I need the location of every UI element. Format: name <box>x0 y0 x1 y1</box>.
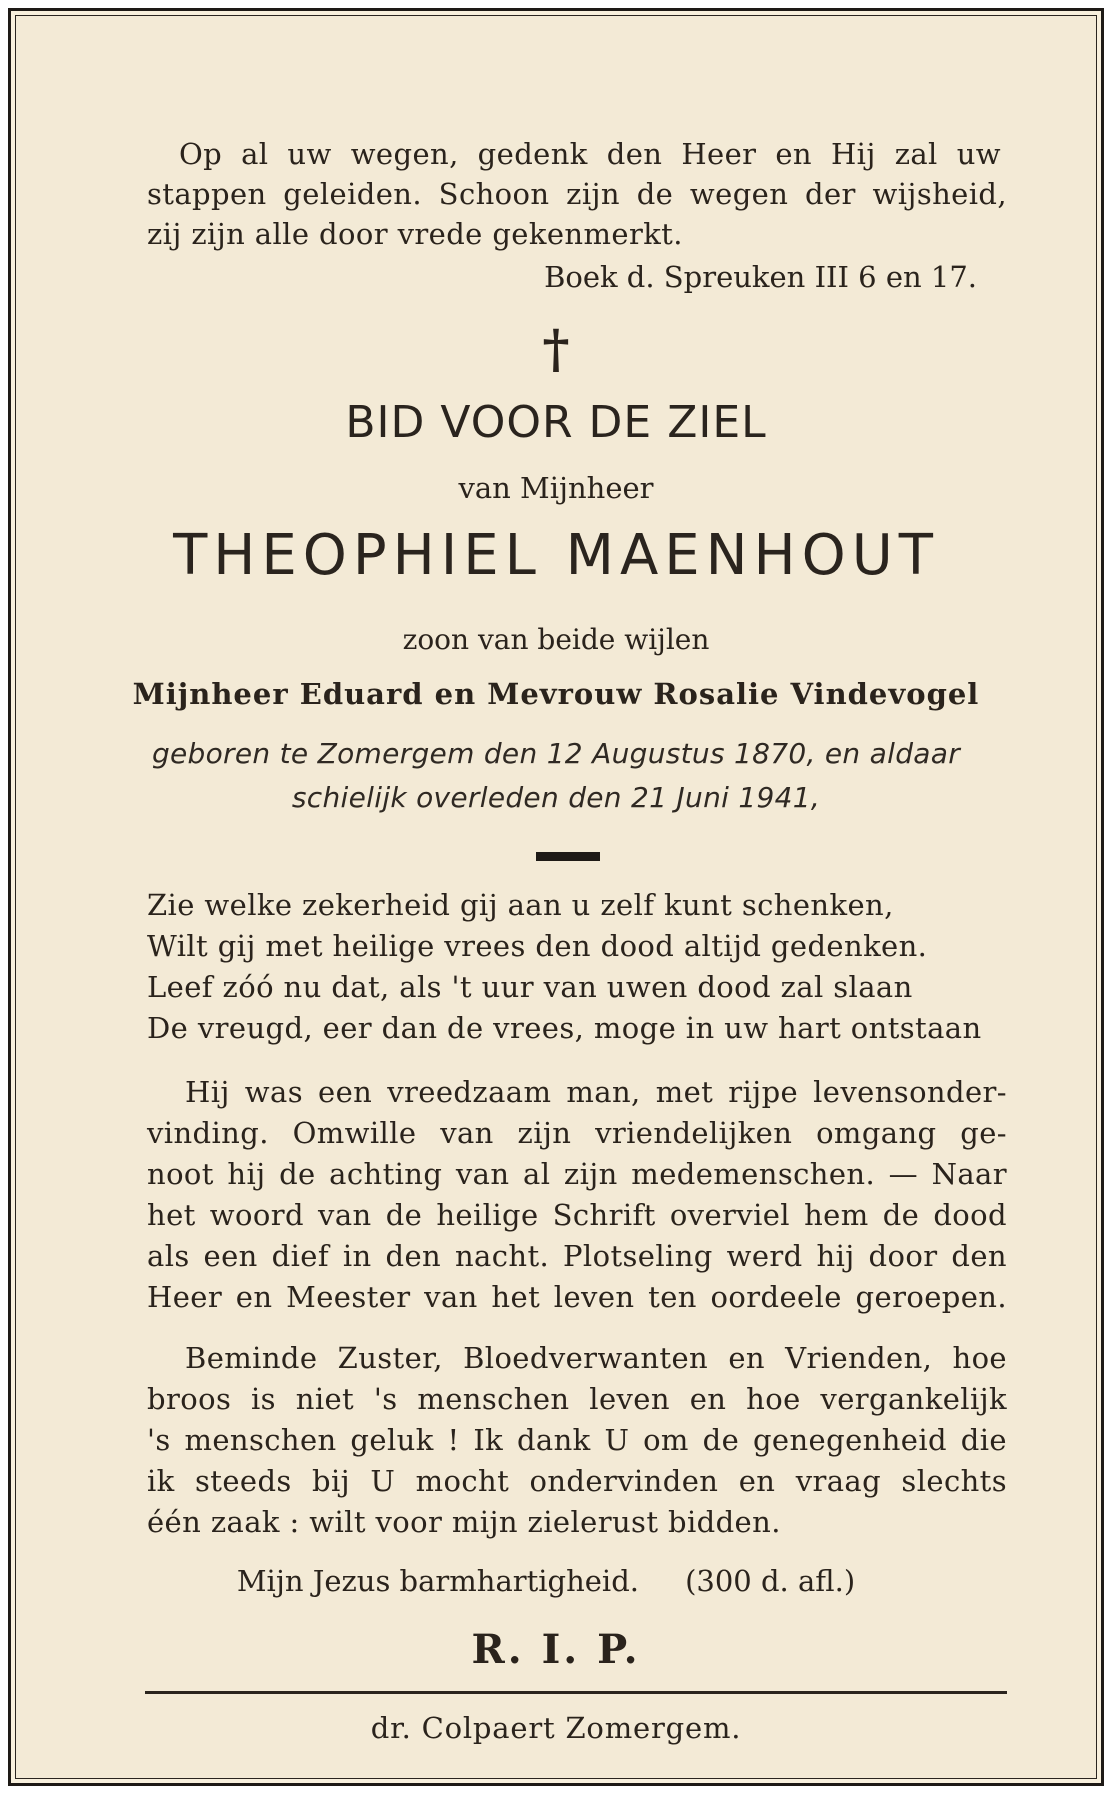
paragraph2-line-5: één zaak : wilt voor mijn zielerust bidden. <box>147 1505 781 1539</box>
cross-icon: † <box>542 319 570 380</box>
paragraph1-line-6: Heer en Meester van het leven ten oordeele geroepen. <box>147 1280 1007 1314</box>
poem-line-2: Wilt gij met heilige vrees den dood altijd gedenken. <box>147 929 928 963</box>
paragraph1-line-2: vinding. Omwille van zijn vriendelijken omgang ge- <box>147 1116 1007 1150</box>
paragraph2-line-1: Beminde Zuster, Bloedverwanten en Vrienden, hoe <box>185 1341 1007 1375</box>
poem-line-3: Leef zóó nu dat, als 't uur van uwen dood zal slaan <box>147 970 913 1004</box>
prayer-line: Mijn Jezus barmhartigheid. (300 d. afl.) <box>236 1564 856 1598</box>
subheading: van Mijnheer <box>458 471 654 505</box>
epigraph-source: Boek d. Spreuken III 6 en 17. <box>544 260 977 294</box>
poem-line-1: Zie welke zekerheid gij aan u zelf kunt schenken, <box>147 888 894 922</box>
paragraph1-line-3: noot hij de achting van al zijn medemenschen. — Naar <box>147 1157 1007 1191</box>
paragraph1-line-1: Hij was een vreedzaam man, met rijpe levensonder- <box>185 1075 1007 1109</box>
memorial-card <box>8 8 1104 1786</box>
paragraph1-line-5: als een dief in den nacht. Plotseling werd hij door den <box>147 1239 1007 1273</box>
epigraph-line-3: zij zijn alle door vrede gekenmerkt. <box>147 217 683 251</box>
paragraph2-line-2: broos is niet 's menschen leven en hoe vergankelijk <box>147 1382 1007 1416</box>
paragraph2-line-4: ik steeds bij U mocht ondervinden en vraag slechts <box>147 1464 1007 1498</box>
rip: R. I. P. <box>471 1626 641 1673</box>
birth-line: geboren te Zomergem den 12 Augustus 1870, en aldaar <box>151 737 961 770</box>
parents: Mijnheer Eduard en Mevrouw Rosalie Vindevogel <box>132 677 980 711</box>
footer-rule <box>145 1691 1007 1694</box>
printer-imprint: dr. Colpaert Zomergem. <box>370 1711 742 1745</box>
poem-line-4: De vreugd, eer dan de vrees, moge in uw hart ontstaan <box>147 1011 982 1045</box>
epigraph-line-1: Op al uw wegen, gedenk den Heer en Hij zal uw <box>179 137 1001 171</box>
death-line: schielijk overleden den 21 Juni 1941, <box>291 781 821 814</box>
deceased-name: THEOPHIEL MAENHOUT <box>173 523 939 588</box>
heading: BID VOOR DE ZIEL <box>345 397 767 448</box>
divider-dash <box>536 852 600 861</box>
parentage-intro: zoon van beide wijlen <box>402 623 710 656</box>
paragraph2-line-3: 's menschen geluk ! Ik dank U om de genegenheid die <box>147 1423 1007 1457</box>
paragraph1-line-4: het woord van de heilige Schrift overviel hem de dood <box>147 1198 1007 1232</box>
epigraph-line-2: stappen geleiden. Schoon zijn de wegen der wijsheid, <box>147 177 1007 211</box>
